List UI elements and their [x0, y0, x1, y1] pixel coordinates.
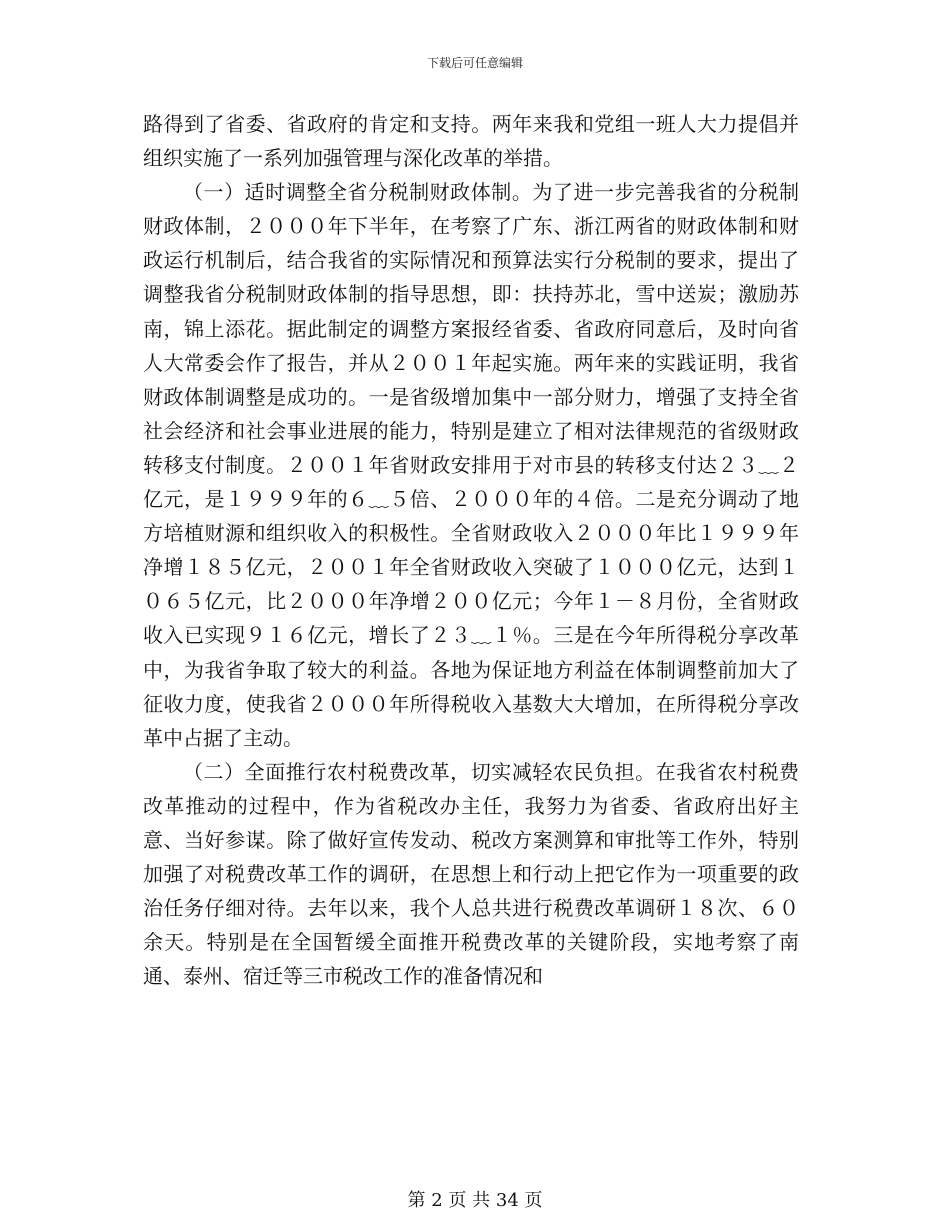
document-body — [143, 107, 799, 993]
page-footer — [0, 1186, 950, 1212]
footer-middle: 页 共 — [448, 1190, 491, 1211]
page-header: 下载后可任意编辑 — [426, 56, 523, 70]
footer-suffix: 页 — [524, 1190, 543, 1211]
paragraph-fiscal-system: （一）适时调整全省分税制财政体制。为了进一步完善我省的分税制财政体制，２０００年下半年，在考察了广东、浙江两省的财政体制和财政运行机制后，结合我省的实际情况和预算法实行分税制的要求，提出了调整我省分税制财政体制的指导思想，即：扶持苏北，雪中送炭；激励苏南，锦上添花。据此制定的调整方案报经省委、省政府同意后，及时向省人大常委会作了报告，并从２００１年起实施。两年来的实践证明，我省财政体制调整是成功的。一是省级增加集中一部分财力，增强了支持全省社会经济和社会事业进展的能力，特别是建立了相对法律规范的省级财政转移支付制度。２００１年省财政安排用于对市县的转移支付达２３﹏２亿元，是１９９９年的６﹏５倍、２０００年的４倍。二是充分调动了地方培植财源和组织收入的积极性。全省财政收入２０００年比１９９９年净增１８５亿元，２００１年全省财政收入突破了１０００亿元，达到１０６５亿元，比２０００年净增２００亿元；今年１－８月份，全省财政收入已实现９１６亿元，增长了２３﹏１％。三是在今年所得税分享改革中，为我省争取了较大的利益。各地为保证地方利益在体制调整前加大了征收力度，使我省２０００年所得税收入基数大大增加，在所得税分享改革中占据了主动。 — [143, 180, 799, 750]
footer-total-pages: 34 — [495, 1190, 519, 1211]
footer-prefix: 第 — [407, 1190, 426, 1211]
footer-current-page: 2 — [431, 1190, 443, 1211]
paragraph-rural-tax-reform: （二）全面推行农村税费改革，切实减轻农民负担。在我省农村税费改革推动的过程中，作为省税改办主任，我努力为省委、省政府出好主意、当好参谋。除了做好宣传发动、税改方案测算和审批等工作外，特别加强了对税费改革工作的调研，在思想上和行动上把它作为一项重要的政治任务仔细对待。去年以来，我个人总共进行税费改革调研１８次、６０余天。特别是在全国暂缓全面推开税费改革的关键阶段，实地考察了南通、泰州、宿迁等三市税改工作的准备情况和 — [143, 759, 799, 989]
paragraph-continuation: 路得到了省委、省政府的肯定和支持。两年来我和党组一班人大力提倡并组织实施了一系列加强管理与深化改革的举措。 — [143, 112, 799, 171]
